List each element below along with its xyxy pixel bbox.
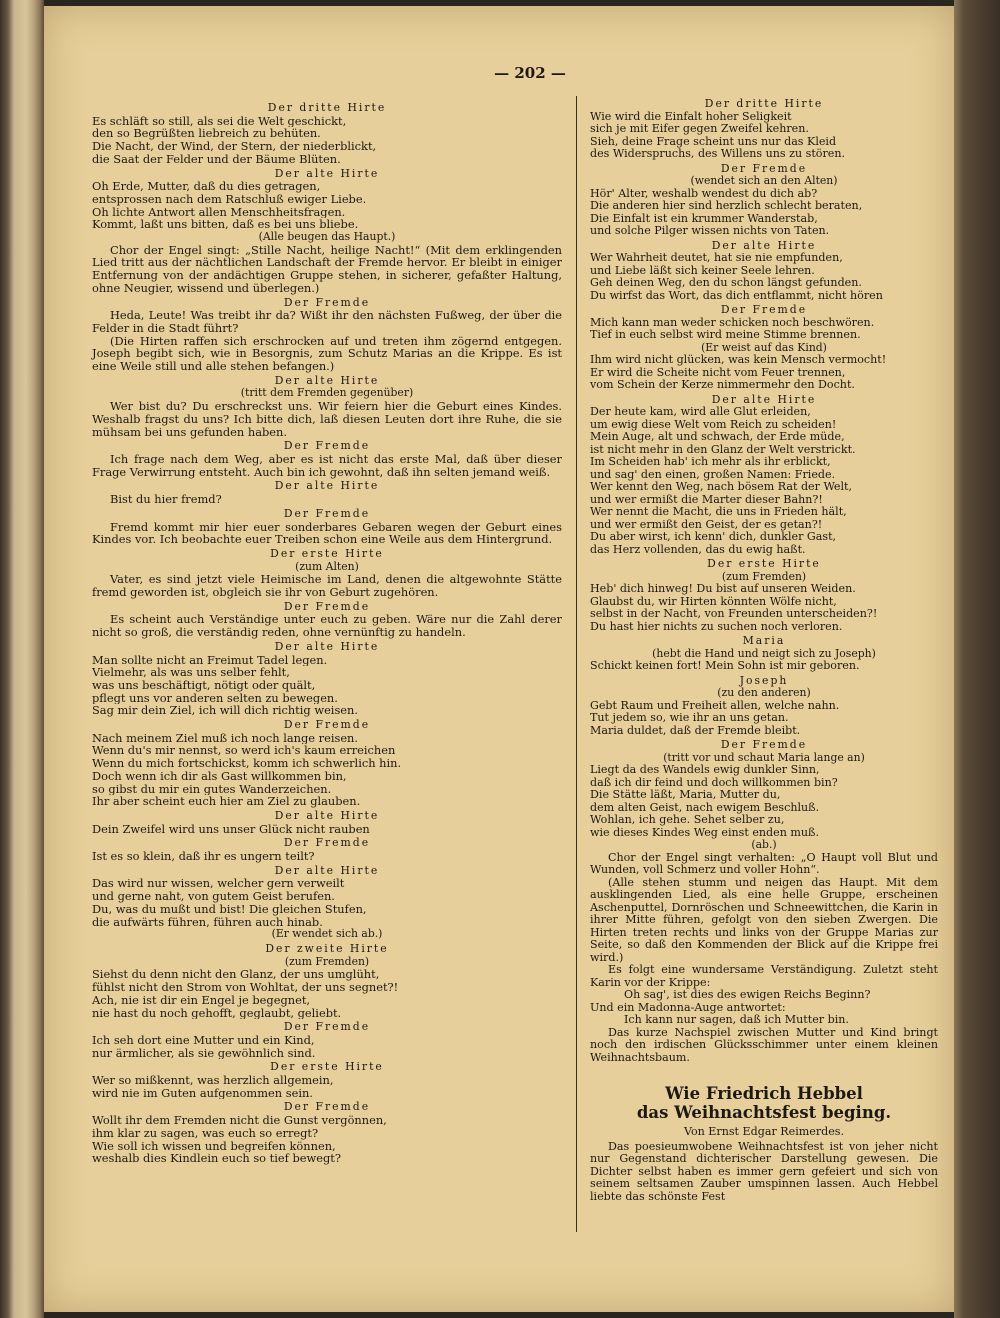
speaker-name: Der alte Hirte xyxy=(274,863,380,877)
verse-line: und wer ermißt die Marter dieser Bahn?! xyxy=(590,493,823,506)
verse-block xyxy=(590,700,938,738)
prose-paragraph: Es folgt eine wundersame Verständigung. Zuletzt steht Karin vor der Krippe: xyxy=(590,963,938,989)
speaker-name: Der Fremde xyxy=(283,599,371,613)
verse-line: dem alten Geist, nach ewigem Beschluß. xyxy=(590,801,820,814)
verse-block xyxy=(92,1074,562,1099)
verse-block xyxy=(590,317,938,342)
verse-line: Tut jedem so, wie ihr an uns getan. xyxy=(590,712,789,724)
verse-line: Ihm wird nicht glücken, was kein Mensch vermocht! xyxy=(590,354,887,366)
prose-paragraph: (Alle stehen stumm und neigen das Haupt. Mit dem ausklingenden Lied, als eine helle Gruppe, erscheinen Aschenputtel, Dornröschen und Schneewittchen, die Karin in ihrer Mitte führen, gefolgt von den sieben Zwergen. Die Hirten treten rechts und links von der Gruppe Marias zur Seite, so daß den Kommenden der Blick auf die Krippe frei wird.) xyxy=(590,875,938,964)
book-edge-right xyxy=(954,0,1000,1318)
verse-block xyxy=(590,252,938,302)
verse-line: Doch wenn ich dir als Gast willkommen bin, xyxy=(92,769,347,783)
verse-line: Wenn du mich fortschickst, komm ich schwerlich hin. xyxy=(92,757,402,770)
verse-line: Nach meinem Ziel muß ich noch lange reisen. xyxy=(92,731,359,745)
verse-line: nur ärmlicher, als sie gewöhnlich sind. xyxy=(92,1046,316,1060)
stage-direction: (hebt die Hand und neigt sich zu Joseph) xyxy=(652,646,876,660)
speaker-name: Der Fremde xyxy=(283,295,371,309)
verse-line: Wer kennt den Weg, nach bösem Rat der Welt, xyxy=(590,481,853,493)
verse-block xyxy=(92,850,562,863)
stage-direction: (tritt vor und schaut Maria lange an) xyxy=(663,750,865,764)
speaker-name: Der erste Hirte xyxy=(707,557,821,570)
verse-line: Wer nennt die Macht, die uns in Frieden hält, xyxy=(590,506,847,518)
verse-line: Wer Wahrheit deutet, hat sie nie empfunden, xyxy=(590,252,843,264)
verse-line: Im Scheiden hab' ich mehr als ihr erblickt, xyxy=(590,456,831,468)
stage-direction: (wendet sich an den Alten) xyxy=(690,174,838,187)
speaker-name: Der erste Hirte xyxy=(270,546,384,560)
verse-line: Die Einfalt ist ein krummer Wanderstab, xyxy=(590,212,818,225)
verse-line: Sag mir dein Ziel, ich will dich richtig weisen. xyxy=(92,704,358,718)
prose-paragraph: Das kurze Nachspiel zwischen Mutter und Kind bringt noch den irdischen Glücksschimmer unter einem kleinen Weihnachtsbaum. xyxy=(590,1025,938,1064)
verse-line: Glaubst du, wir Hirten könnten Wölfe nicht, xyxy=(590,595,837,608)
prose-paragraph: Wer bist du? Du erschreckst uns. Wir feiern hier die Geburt eines Kindes. Weshalb fragst du uns? Ich bitte dich, laß diesen Leuten dort ihre Ruhe, die sie mühsam bei uns gefunden haben. xyxy=(92,399,562,439)
verse-line: selbst in der Nacht, von Freunden unterscheiden?! xyxy=(590,608,878,620)
verse-line: Tief in euch selbst wird meine Stimme brennen. xyxy=(590,329,861,341)
stage-direction: (ab.) xyxy=(751,838,777,851)
verse-line: und gerne naht, von gutem Geist berufen. xyxy=(92,890,335,903)
verse-line: Dein Zweifel wird uns unser Glück nicht rauben xyxy=(92,822,370,836)
verse-line: Mich kann man weder schicken noch beschwören. xyxy=(590,316,875,329)
right-column xyxy=(590,96,938,1203)
speaker-name: Der Fremde xyxy=(283,439,371,453)
verse-line: Liegt da des Wandels ewig dunkler Sinn, xyxy=(590,764,820,776)
verse-line: das Herz vollenden, das du ewig haßt. xyxy=(590,543,806,556)
verse-line: den so Begrüßten liebreich zu behüten. xyxy=(92,127,321,141)
verse-line: daß ich dir feind und doch willkommen bin? xyxy=(590,776,838,789)
verse-line: die Saat der Felder und der Bäume Blüten. xyxy=(92,152,341,166)
verse-line: Heb' dich hinweg! Du bist auf unseren Weiden. xyxy=(590,583,856,595)
left-column xyxy=(92,100,562,1165)
verse-line: und sag' den einen, großen Namen: Friede. xyxy=(590,468,836,481)
verse-block xyxy=(92,115,562,166)
verse-line: Es schläft so still, als sei die Welt geschickt, xyxy=(92,114,347,128)
verse-line: weshalb dies Kindlein euch so tief bewegt? xyxy=(92,1152,341,1165)
verse-line: Oh lichte Antwort allen Menschheitsfragen. xyxy=(92,205,346,219)
verse-block xyxy=(590,111,938,161)
book-spine-left xyxy=(0,0,44,1318)
verse-line: nie hast du noch gehofft, geglaubt, geliebt. xyxy=(92,1006,342,1020)
verse-line: Der heute kam, wird alle Glut erleiden, xyxy=(590,406,811,418)
speaker-name: Der alte Hirte xyxy=(274,808,380,822)
verse-line: so gibst du mir ein gutes Wanderzeichen. xyxy=(92,782,332,796)
speaker-name: Der erste Hirte xyxy=(270,1060,384,1074)
speaker-name: Der Fremde xyxy=(283,718,371,732)
verse-line: Die Stätte läßt, Maria, Mutter du, xyxy=(590,789,781,801)
verse-line: Vielmehr, als was uns selber fehlt, xyxy=(92,666,290,679)
verse-line: Du aber wirst, ich kenn' dich, dunkler Gast, xyxy=(590,531,837,543)
verse-block xyxy=(92,732,562,808)
verse-line: Geh deinen Weg, den du schon längst gefunden. xyxy=(590,277,862,289)
prose-paragraph: Das poesieumwobene Weihnachtsfest ist von jeher nicht nur Gegenstand dichterischer Darstellung gewesen. Die Dichter selbst haben es immer gern gefeiert und sich von seinem seltsamen Zauber umspinnen lassen. Auch Hebbel liebte das schönste Fest xyxy=(590,1139,938,1203)
speaker-name: Der Fremde xyxy=(720,161,808,175)
speaker-name: Der alte Hirte xyxy=(711,238,817,252)
speaker-name: Der alte Hirte xyxy=(274,639,380,653)
speaker-name: Maria xyxy=(742,634,786,647)
verse-line: und Liebe läßt sich keiner Seele lehren. xyxy=(590,264,815,277)
stage-direction: (Alle beugen das Haupt.) xyxy=(258,230,396,244)
verse-line: Hör' Alter, weshalb wendest du dich ab? xyxy=(590,187,818,200)
speaker-name: Der Fremde xyxy=(720,303,808,316)
stage-direction: (zum Fremden) xyxy=(721,569,807,583)
verse-line: Du wirfst das Wort, das dich entflammt, nicht hören xyxy=(590,289,883,302)
verse-line: entsprossen nach dem Ratschluß ewiger Liebe. xyxy=(92,192,367,206)
verse-block xyxy=(92,1034,562,1059)
verse-line: des Widerspruchs, des Willens uns zu stören. xyxy=(590,148,846,160)
verse-line: Wie soll ich wissen und begreifen können, xyxy=(92,1139,336,1153)
verse-line: sich je mit Eifer gegen Zweifel kehren. xyxy=(590,123,809,135)
verse-line: Das wird nur wissen, welcher gern verweilt xyxy=(92,877,345,891)
prose-paragraph: Bist du hier fremd? xyxy=(110,492,222,507)
verse-block xyxy=(92,180,562,231)
verse-line: Mein Auge, alt und schwach, der Erde müde, xyxy=(590,431,845,443)
verse-block xyxy=(590,660,938,673)
verse-line: ist nicht mehr in den Glanz der Welt verstrickt. xyxy=(590,443,856,456)
verse-line: fühlst nicht den Strom von Wohltat, der uns segnet?! xyxy=(92,981,399,994)
verse-block xyxy=(92,968,562,1019)
article-title xyxy=(590,1084,938,1122)
speaker-name: Der alte Hirte xyxy=(711,392,817,406)
indented-line: Ich kann nur sagen, daß ich Mutter bin. xyxy=(624,1013,849,1026)
verse-line: wie dieses Kindes Weg einst enden muß. xyxy=(590,826,819,839)
verse-line: was uns beschäftigt, nötigt oder quält, xyxy=(92,678,316,692)
verse-line: um ewig diese Welt vom Reich zu scheiden! xyxy=(590,418,837,431)
article-title-line: das Weihnachtsfest beging. xyxy=(636,1103,892,1122)
verse-line: ihm klar zu sagen, was euch so erregt? xyxy=(92,1126,319,1140)
verse-line: Gebt Raum und Freiheit allen, welche nahn. xyxy=(590,699,840,712)
speaker-name: Der Fremde xyxy=(283,506,371,520)
verse-line: Kommt, laßt uns bitten, daß es bei uns bliebe. xyxy=(92,218,359,232)
verse-line: Man sollte nicht an Freimut Tadel legen. xyxy=(92,653,328,667)
verse-block xyxy=(92,1114,562,1165)
speaker-name: Der alte Hirte xyxy=(274,373,380,387)
verse-line: wird nie im Guten aufgenommen sein. xyxy=(92,1086,313,1100)
prose-paragraph: Heda, Leute! Was treibt ihr da? Wißt ihr den nächsten Fußweg, der über die Felder in die Stadt führt? xyxy=(92,308,562,335)
verse-line: Wer so mißkennt, was herzlich allgemein, xyxy=(92,1074,334,1087)
plain-line: Und ein Madonna-Auge antwortet: xyxy=(590,1000,786,1014)
verse-line: Ist es so klein, daß ihr es ungern teilt? xyxy=(92,850,315,863)
stage-direction: (tritt dem Fremden gegenüber) xyxy=(240,386,414,400)
verse-block xyxy=(590,583,938,633)
verse-line: Wie wird die Einfalt hoher Seligkeit xyxy=(590,110,792,123)
verse-line: Maria duldet, daß der Fremde bleibt. xyxy=(590,724,801,737)
verse-line: Schickt keinen fort! Mein Sohn ist mir geboren. xyxy=(590,660,860,672)
speaker-name: Der alte Hirte xyxy=(274,479,380,493)
prose-paragraph: (Die Hirten raffen sich erschrocken auf und treten ihm zögernd entgegen. Joseph begibt sich, wie in Besorgnis, zum Schutz Marias an die Krippe. Es ist eine Weile still und alle stehen befangen.) xyxy=(92,333,562,374)
article-byline: Von Ernst Edgar Reimerdes. xyxy=(683,1125,845,1138)
verse-line: Du hast hier nichts zu suchen noch verloren. xyxy=(590,620,843,633)
prose-paragraph: Chor der Engel singt: „Stille Nacht, heilige Nacht!“ (Mit dem erklingenden Lied tritt aus der nächtlichen Landschaft der Fremde hervor. Er bleibt in einiger Entfernung von der andächtigen Gruppe stehen, in sicherer, gefaßter Haltung, ohne Neugier, wissend und überlegen.) xyxy=(92,242,562,295)
verse-line: Oh Erde, Mutter, daß du dies getragen, xyxy=(92,180,321,193)
stage-direction: (zum Fremden) xyxy=(284,954,370,968)
prose-paragraph: Es scheint auch Verständige unter euch zu geben. Wäre nur die Zahl derer nicht so groß, die verständig reden, ohne vernünftig zu handeln. xyxy=(92,612,562,640)
indented-line: Oh sag', ist dies des ewigen Reichs Beginn? xyxy=(624,988,871,1001)
prose-paragraph: Chor der Engel singt verhalten: „O Haupt voll Blut und Wunden, voll Schmerz und voller Hohn“. xyxy=(590,850,938,876)
verse-block xyxy=(92,823,562,836)
speaker-name: Der alte Hirte xyxy=(274,166,380,180)
verse-line: die aufwärts führen, führen auch hinab. xyxy=(92,915,323,929)
verse-line: Wohlan, ich gehe. Sehet selber zu, xyxy=(590,814,785,826)
verse-block xyxy=(590,764,938,839)
verse-line: Sieh, deine Frage scheint uns nur das Kleid xyxy=(590,135,837,148)
verse-line: und solche Pilger wissen nichts von Taten. xyxy=(590,225,830,237)
stage-direction: (Er weist auf das Kind) xyxy=(701,340,827,354)
speaker-name: Der Fremde xyxy=(720,738,808,751)
verse-line: vom Schein der Kerze nimmermehr den Docht. xyxy=(590,379,855,391)
stage-direction: (zum Alten) xyxy=(295,559,359,573)
verse-block xyxy=(590,188,938,238)
stage-direction: (zu den anderen) xyxy=(717,686,811,699)
verse-line: Die Nacht, der Wind, der Stern, der niederblickt, xyxy=(92,140,377,153)
verse-block xyxy=(92,654,562,718)
verse-line: Du, was du mußt und bist! Die gleichen Stufen, xyxy=(92,902,367,916)
prose-paragraph: Fremd kommt mir hier euer sonderbares Gebaren wegen der Geburt eines Kindes vor. Ich beobachte euer Treiben schon eine Weile aus dem Hintergrund. xyxy=(92,519,562,547)
speaker-name: Joseph xyxy=(739,673,789,687)
verse-block xyxy=(590,406,938,556)
speaker-name: Der Fremde xyxy=(283,836,371,850)
verse-line: Wenn du's mir nennst, so werd ich's kaum erreichen xyxy=(92,744,396,758)
verse-line: und wer ermißt den Geist, der es getan?! xyxy=(590,518,823,531)
verse-line: Er wird die Scheite nicht vom Feuer trennen, xyxy=(590,366,846,379)
page-number: — 202 — xyxy=(494,64,566,82)
speaker-name: Der Fremde xyxy=(283,1100,371,1114)
verse-line: Siehst du denn nicht den Glanz, der uns umglüht, xyxy=(92,968,380,982)
article-title-line: Wie Friedrich Hebbel xyxy=(665,1084,863,1103)
stage-direction: (Er wendet sich ab.) xyxy=(271,927,383,941)
verse-block xyxy=(92,877,562,928)
speaker-name: Der dritte Hirte xyxy=(704,97,824,110)
prose-paragraph: Ich frage nach dem Weg, aber es ist nicht das erste Mal, daß über dieser Frage Verwirrung entsteht. Auch bin ich gewohnt, daß ihn selten jemand weiß. xyxy=(92,451,562,479)
speaker-name: Der Fremde xyxy=(283,1020,371,1034)
speaker-name: Der dritte Hirte xyxy=(267,101,387,114)
prose-paragraph: Vater, es sind jetzt viele Heimische im Land, denen die altgewohnte Stätte fremd geworden ist, obgleich sie ihr von Geburt zugehören. xyxy=(92,572,562,600)
column-divider xyxy=(576,96,577,1232)
verse-line: Wollt ihr dem Fremden nicht die Gunst vergönnen, xyxy=(92,1114,387,1127)
verse-line: Die anderen hier sind herzlich schlecht beraten, xyxy=(590,200,863,212)
speaker-name: Der zweite Hirte xyxy=(265,942,389,955)
verse-line: Ach, nie ist dir ein Engel je begegnet, xyxy=(92,993,311,1007)
verse-line: Ihr aber scheint euch hier am Ziel zu glauben. xyxy=(92,795,361,808)
verse-line: Ich seh dort eine Mutter und ein Kind, xyxy=(92,1033,315,1047)
verse-block xyxy=(590,354,938,392)
verse-line: pflegt uns vor anderen selten zu bewegen. xyxy=(92,691,338,705)
